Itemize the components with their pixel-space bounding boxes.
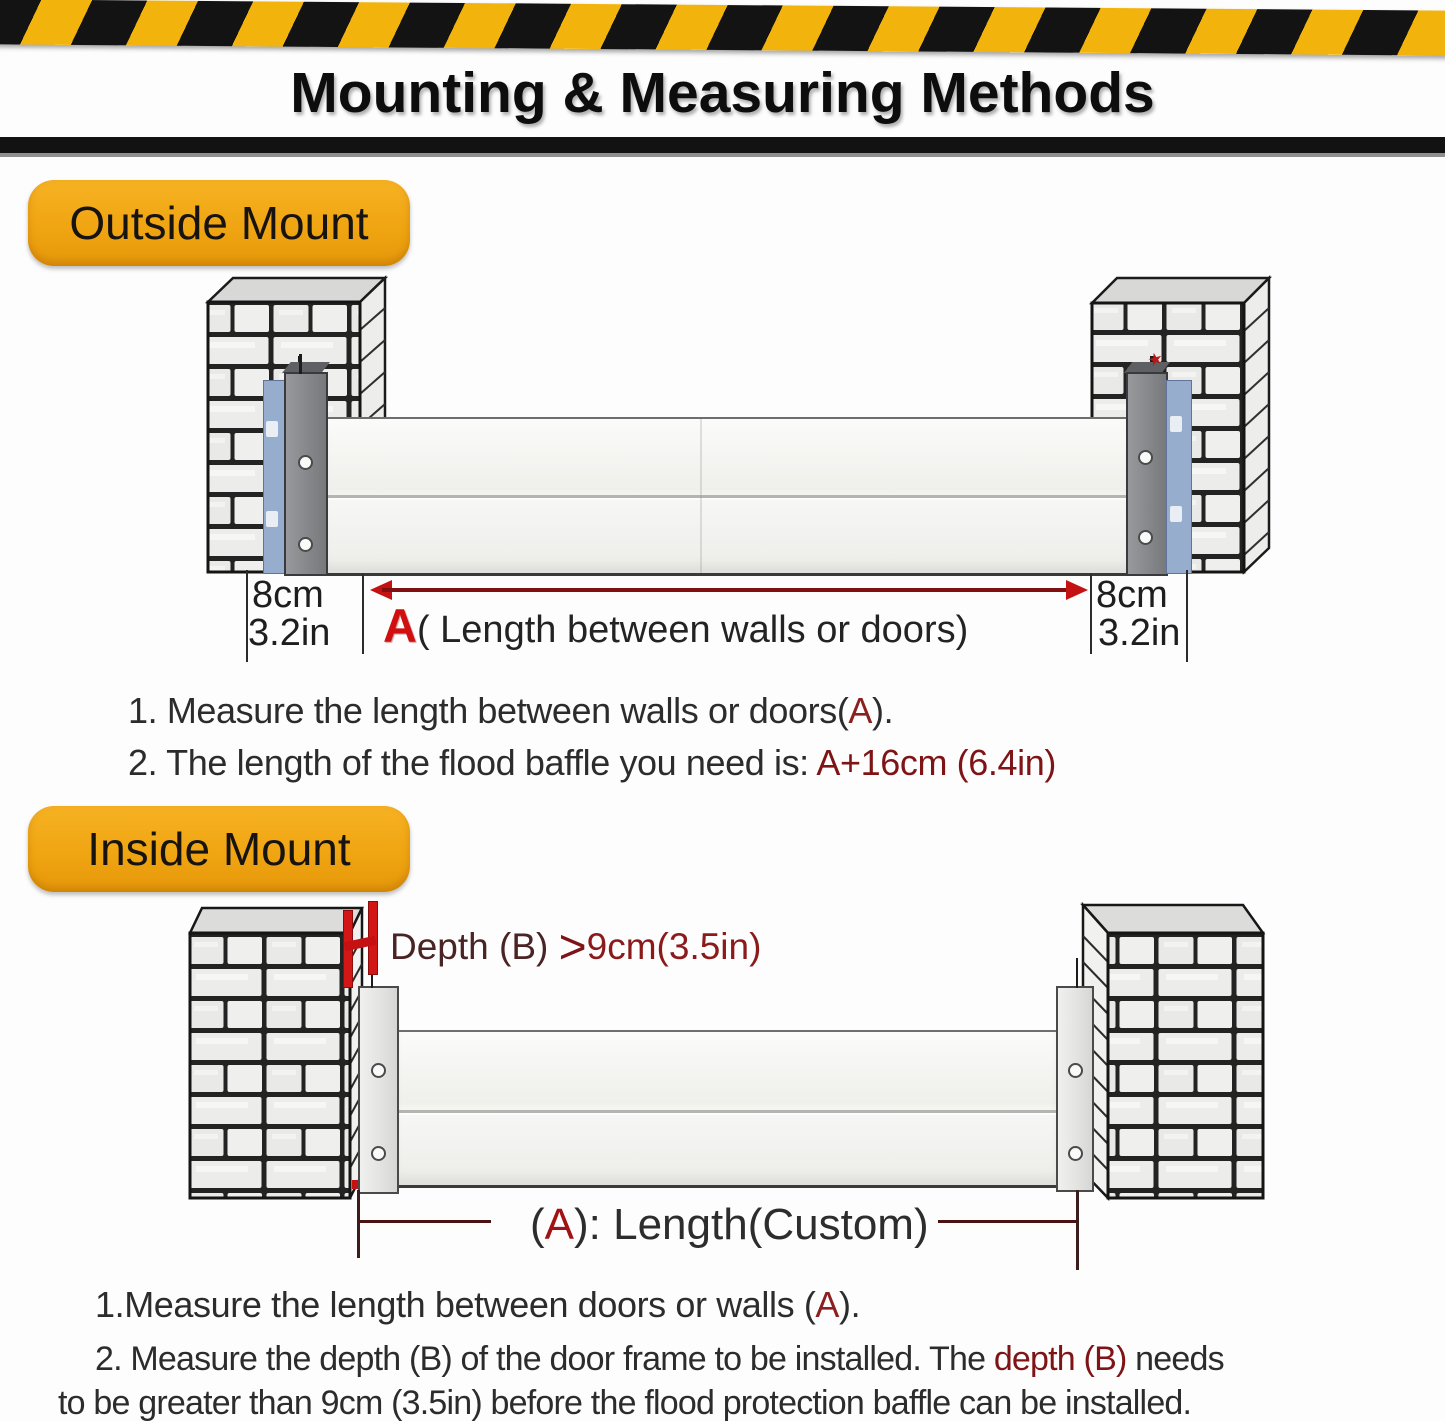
label-a: A — [383, 599, 417, 652]
outside-mount-badge-label: Outside Mount — [69, 197, 369, 249]
pillar-top-face — [190, 908, 362, 933]
step-red: depth (B) — [993, 1340, 1127, 1378]
red-marker-star: ★ — [1145, 348, 1166, 371]
step-text: 1.Measure the length between doors or walls ( — [95, 1284, 816, 1325]
arrowhead-right — [1066, 580, 1088, 600]
screw-hole — [1138, 450, 1153, 465]
inside-left-channel — [358, 986, 399, 1194]
step-a: A — [848, 690, 873, 731]
depth-annotation — [390, 920, 761, 975]
step-text: ). — [839, 1284, 861, 1325]
greater-than-sign: > — [558, 921, 587, 974]
label-a: A — [544, 1200, 575, 1249]
pillar-top-face — [1092, 278, 1269, 303]
screw-hole — [371, 1063, 386, 1078]
title-underline-bar — [0, 137, 1445, 157]
page-title: Mounting & Measuring Methods — [290, 61, 1155, 125]
step-text: 2. The length of the flood baffle you need is: — [128, 742, 817, 783]
step-text: 1. Measure the length between walls or doors( — [128, 690, 849, 731]
outside-step-1 — [128, 690, 893, 732]
pillar-side-face — [1244, 278, 1269, 572]
pillar-front-face — [1108, 933, 1263, 1198]
screw-hole — [298, 537, 313, 552]
depth-text: Depth (B) — [390, 926, 559, 967]
dim-tick-right-inner — [1090, 574, 1092, 654]
screw-hole — [298, 455, 313, 470]
inside-step-1 — [95, 1284, 860, 1326]
screw-hole — [371, 1146, 386, 1161]
flood-barrier-panel-inside — [395, 1030, 1058, 1188]
len-tick-right — [1076, 1190, 1079, 1270]
depth-value: 9cm(3.5in) — [586, 926, 762, 967]
rail-notch — [1170, 416, 1182, 432]
left-offset-cm: 8cm — [252, 574, 324, 616]
step-text: to be greater than 9cm (3.5in) before the flood protection baffle can be installed. — [58, 1384, 1192, 1421]
inside-left-pillar — [186, 902, 364, 1202]
dim-tick-right-outer — [1186, 570, 1188, 662]
right-bracket — [1126, 372, 1168, 576]
frame-gap-line — [1076, 958, 1078, 988]
step-red: A+16cm (6.4in) — [816, 742, 1056, 783]
hazard-tape — [0, 0, 1445, 56]
length-custom-label — [530, 1200, 929, 1250]
inside-step-2 — [95, 1340, 1224, 1379]
inside-mount-badge — [28, 806, 410, 892]
frame-gap-line — [299, 354, 302, 374]
rail-notch — [266, 421, 278, 437]
barrier-vertical-seam — [700, 419, 702, 573]
rail-notch — [266, 511, 278, 527]
label-paren: ( — [530, 1200, 545, 1249]
right-mount-rail — [1166, 380, 1192, 574]
screw-hole — [1068, 1146, 1083, 1161]
dim-tick-left-inner — [362, 574, 364, 654]
label-rest: ): Length(Custom) — [574, 1200, 929, 1249]
len-line-right — [938, 1220, 1076, 1223]
arrow-shaft — [382, 588, 1076, 592]
pillar-front-face — [190, 933, 350, 1198]
len-line-left — [359, 1220, 491, 1223]
label-rest: ( Length between walls or doors) — [416, 609, 969, 651]
length-dimension-arrow — [370, 580, 1088, 600]
pillar-top-face — [1083, 905, 1263, 933]
len-tick-left — [357, 1190, 360, 1258]
inside-right-pillar — [1078, 902, 1278, 1202]
barrier-board-seam — [322, 495, 1132, 498]
rail-notch — [1170, 506, 1182, 522]
length-between-walls-label — [383, 598, 968, 653]
screw-hole — [1068, 1063, 1083, 1078]
right-offset-in: 3.2in — [1098, 612, 1181, 654]
outside-mount-badge — [28, 180, 410, 266]
left-offset-in: 3.2in — [248, 612, 331, 654]
left-mount-rail — [263, 380, 285, 574]
step-text: ). — [872, 690, 894, 731]
screw-hole — [1138, 530, 1153, 545]
step-text: 2. Measure the depth (B) of the door frame to be installed. The — [95, 1340, 994, 1378]
pillar-top-face — [208, 278, 385, 302]
inside-step-2-cont — [58, 1384, 1191, 1421]
title-band — [0, 50, 1445, 136]
red-corner-mark — [352, 1180, 358, 1189]
right-offset-cm: 8cm — [1096, 574, 1168, 616]
step-text: needs — [1126, 1340, 1224, 1378]
outside-step-2 — [128, 742, 1056, 784]
barrier-board-seam — [395, 1110, 1058, 1113]
inside-mount-badge-label: Inside Mount — [87, 823, 351, 875]
flood-barrier-panel-outside — [322, 417, 1132, 576]
step-a: A — [815, 1284, 840, 1325]
inside-right-channel — [1056, 986, 1094, 1192]
